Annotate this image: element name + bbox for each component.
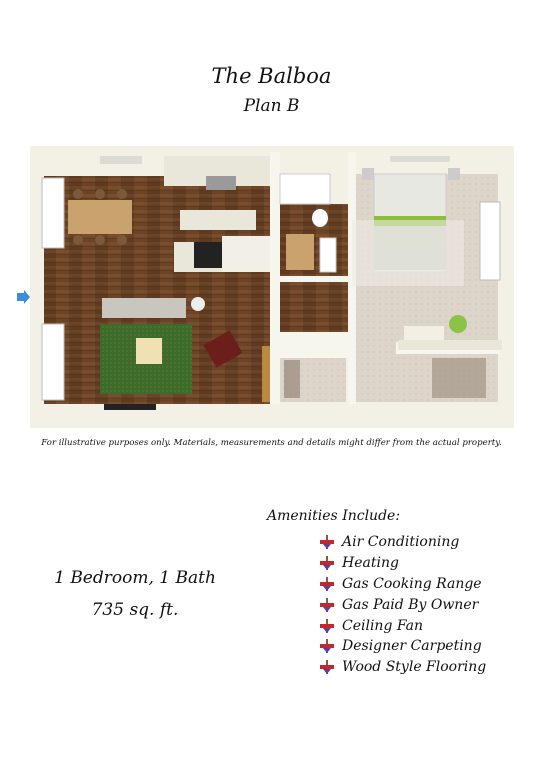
amenities-list <box>320 532 486 678</box>
amenities-heading: Amenities Include: <box>267 508 401 524</box>
list-item <box>320 615 486 636</box>
list-item <box>320 553 486 574</box>
list-item <box>320 657 486 678</box>
unit-square-footage: 735 sq. ft. <box>91 600 179 620</box>
disclaimer-text: For illustrative purposes only. Materials, measurements and details might differ from the actual property. <box>41 438 502 448</box>
pin-bullet-icon <box>320 619 334 633</box>
amenity-label: Ceiling Fan <box>342 617 423 634</box>
unit-beds-baths: 1 Bedroom, 1 Bath <box>54 568 216 588</box>
plan-subtitle: Plan B <box>243 96 300 116</box>
list-item <box>320 594 486 615</box>
list-item <box>320 574 486 595</box>
amenity-label: Gas Paid By Owner <box>342 596 479 613</box>
amenity-label: Heating <box>342 555 399 572</box>
pin-bullet-icon <box>320 556 334 570</box>
amenity-label: Gas Cooking Range <box>342 575 482 592</box>
pin-bullet-icon <box>320 577 334 591</box>
pin-bullet-icon <box>320 598 334 612</box>
plan-title: The Balboa <box>211 64 332 88</box>
pin-bullet-icon <box>320 639 334 653</box>
floor-plan-illustration <box>30 146 514 428</box>
amenity-label: Wood Style Flooring <box>342 659 487 676</box>
pin-bullet-icon <box>320 535 334 549</box>
list-item <box>320 532 486 553</box>
amenity-label: Designer Carpeting <box>342 638 482 655</box>
entry-arrow-icon <box>17 290 31 304</box>
pin-bullet-icon <box>320 660 334 674</box>
amenity-label: Air Conditioning <box>342 534 460 551</box>
list-item <box>320 636 486 657</box>
